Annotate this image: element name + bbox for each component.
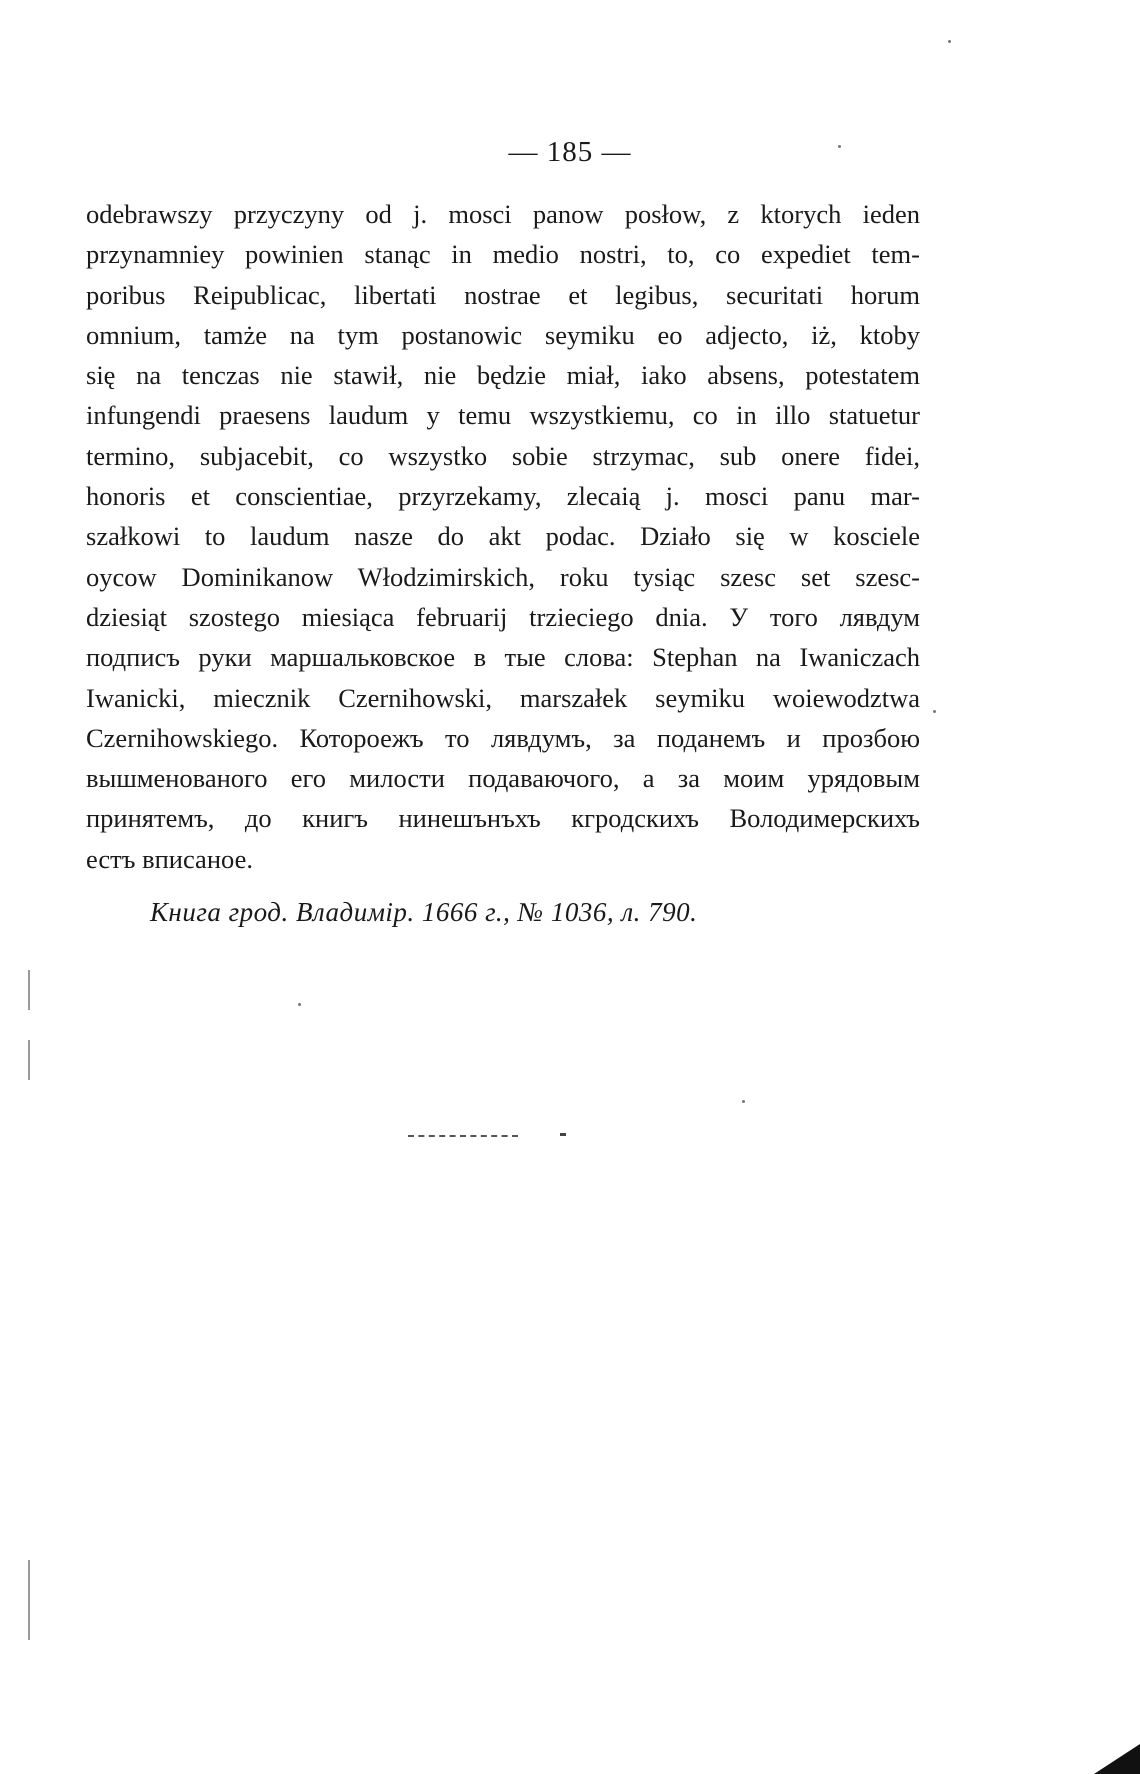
margin-scan-mark — [28, 1560, 30, 1640]
corner-smudge — [1094, 1744, 1140, 1774]
margin-scan-mark — [28, 970, 30, 1010]
text-line: подписъ руки маршальковское в тые слова: Stephan na Iwaniczach — [86, 642, 920, 673]
scan-speck — [298, 1003, 301, 1006]
text-line: естъ вписаное. — [86, 843, 253, 874]
text-line: przynamniey powinien stanąc in medio nostri, to, co expediet tem- — [86, 239, 920, 270]
text-line: odebrawszy przyczyny od j. mosci panow posłow, z ktorych ieden — [86, 199, 920, 229]
text-line: honoris et conscientiae, przyrzekamy, zlecaią j. mosci panu mar- — [86, 481, 920, 512]
margin-scan-mark — [28, 1040, 30, 1080]
text-line: poribus Reipublicac, libertati nostrae et legibus, securitati horum — [86, 279, 920, 310]
scan-speck — [948, 40, 951, 43]
text-line: szałkowi to laudum nasze do akt podac. Działo się w kosciele — [86, 521, 920, 552]
source-citation: Книга грод. Владимір. 1666 г., № 1036, л. 790. — [150, 897, 698, 927]
text-line: oycow Dominikanow Włodzimirskich, roku tysiąc szesc set szesc- — [86, 561, 920, 592]
end-rule — [408, 1135, 518, 1137]
end-rule-dot — [560, 1133, 566, 1136]
text-line: Czernihowskiego. Котороежъ то лявдумъ, за поданемъ и прозбою — [86, 722, 920, 753]
body-text — [86, 194, 920, 879]
scan-speck — [742, 1100, 745, 1103]
text-line: dziesiąt szostego miesiąca februarij trzieciego dnia. У того лявдум — [86, 601, 920, 632]
text-line: принятемъ, до книгъ нинешънъхъ кгродскихъ Володимерскихъ — [86, 803, 920, 834]
scan-speck — [838, 145, 841, 148]
scan-speck — [933, 710, 936, 713]
text-line: infungendi praesens laudum y temu wszystkiemu, co in illo statuetur — [86, 400, 920, 431]
text-line: termino, subjacebit, co wszystko sobie strzymac, sub onere fidei, — [86, 440, 920, 471]
text-line: się na tenczas nie stawił, nie będzie miał, iako absens, potestatem — [86, 360, 920, 391]
page-number: — 185 — — [508, 136, 632, 168]
text-line: вышменованого его милости подаваючого, а за моим урядовым — [86, 763, 920, 794]
text-line: omnium, tamże na tym postanowic seymiku eo adjecto, iż, ktoby — [86, 319, 920, 350]
text-line: Iwanicki, miecznik Czernihowski, marszałek seymiku woiewodztwa — [86, 682, 920, 713]
